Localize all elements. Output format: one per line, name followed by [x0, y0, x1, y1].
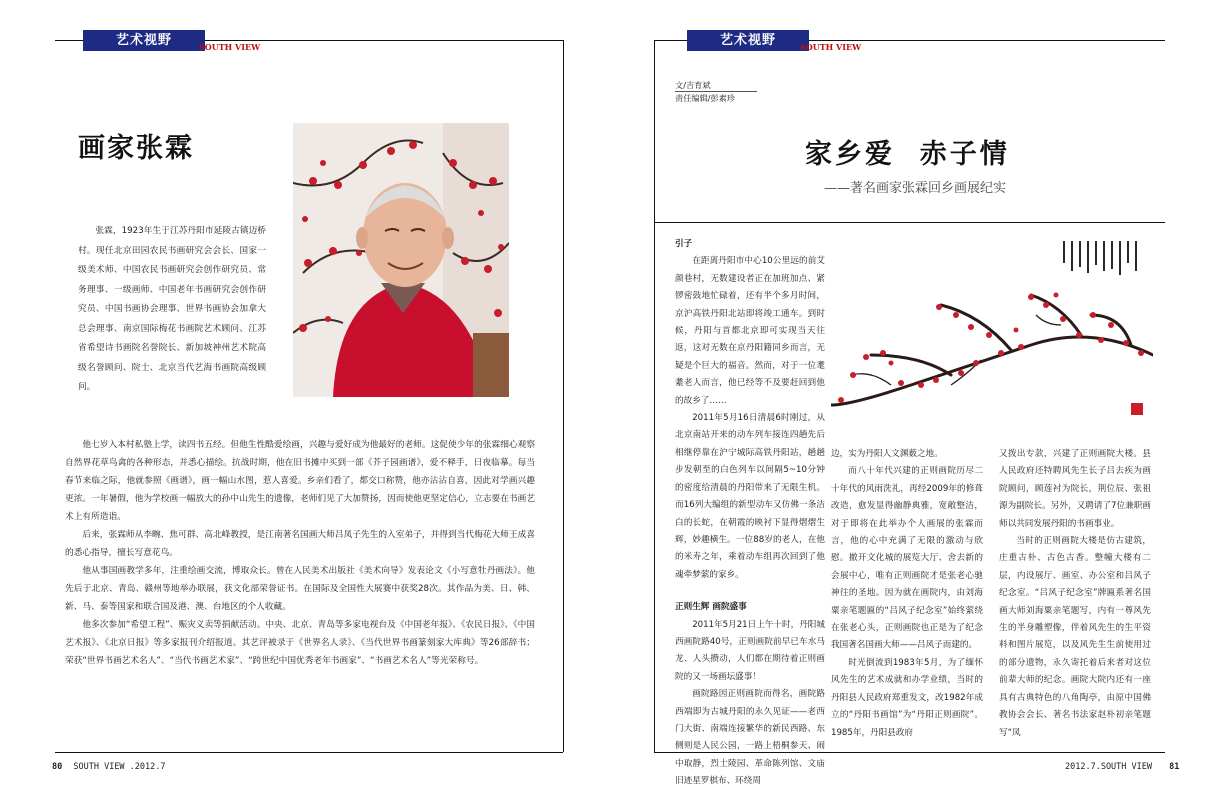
paragraph: 时光倒流到1983年5月，为了缅怀风先生的艺术成就和办学业绩，当时的丹阳县人民政府郑重发文，改1982年成立的“丹阳书画馆”为“丹阳正则画院”。1985年，丹阳县政府: [831, 657, 983, 738]
plum-blossom-painting: [831, 235, 1153, 425]
page-number: 81: [1169, 762, 1180, 772]
byline-author: 文/吉育斌: [675, 80, 711, 90]
title-rule: [654, 222, 1165, 223]
paragraph: 在距离丹阳市中心10公里远的前艾颜巷村，无数建设者正在加班加点、紧锣密鼓地忙碌着，还有半个多月时间，京沪高铁丹阳北站即将竣工通车。到时候，丹阳与首都北京即可实现当天往返，这对无数在京丹阳籍同乡而言，无疑是个巨大的福音。然而，对于一位耄耋老人而言，他已经等不及要赶回到他的故乡了……: [675, 256, 825, 406]
right-page: [610, 0, 1219, 788]
section-heading: 正则生辉 画院盛事: [675, 602, 747, 613]
paragraph: 后来，张霖师从李畹、焦可群、高北峰教授，是江南著名国画大师吕凤子先生的入室弟子，并得到当代梅花大师王成喜的悉心指导，擅长写意花鸟。: [65, 530, 535, 558]
paragraph: 当时的正则画院大楼是仿古建筑，庄重古朴、古色古香。整幢大楼有二层，内设展厅、画室、办公室和吕风子纪念室。“吕风子纪念室”牌匾系著名国画大师刘海粟亲笔题写，内有一尊风先生的半身雕塑像，伴着风先生的生平资料和图片展览，以及风先生生前使用过的部分遗物，永久寄托着后来者对这位前辈大师的纪念。画院大院内还有一座具有古典特色的八角陶亭，由原中国佛教协会会长、著名书法家赵朴初亲笔题写“凤: [999, 536, 1151, 738]
footer-right: [1065, 762, 1179, 772]
page-border-right: [563, 40, 564, 752]
magazine-issue: SOUTH VIEW .2012.7: [73, 762, 166, 772]
section-heading: 引子: [675, 239, 693, 249]
byline-editor: 责任编辑/彭素珍: [675, 91, 757, 104]
byline: [675, 79, 757, 104]
paragraph: 又拨出专款，兴建了正则画院大楼。县人民政府还特聘风先生长子吕去疾为画院顾问，顾莲衬为院长，荆位辰、张祖源为副院长。另外，又聘请了7位兼职画师以共同发展丹阳的书画事业。: [999, 449, 1151, 529]
article-subtitle: ——著名画家张霖回乡画展纪实: [824, 181, 1007, 196]
page-number: 80: [52, 762, 63, 772]
left-page: [0, 0, 609, 788]
section-subtitle: SOUTH VIEW: [800, 42, 862, 52]
paragraph: 边，实为丹阳人文渊薮之地。: [831, 449, 943, 459]
footer-left: [52, 762, 166, 772]
section-tab: 艺术视野: [83, 30, 205, 51]
portrait-photo: [293, 123, 509, 397]
column-1: [675, 236, 825, 791]
paragraph: 2011年5月16日清晨6时刚过，从北京南站开来的动车列车接连四趟先后相继停靠在沪宁城际高铁丹阳站，趟趟步发朝至的白色列车以间隔5~10分钟的密度给清晨的丹阳带来了无限生机。而16列大编组的新型动车又仿佛一条洁白的长蛇，在朝霞的映衬下显得熠熠生辉，妙趣横生。一位88岁的老人，在他的米寿之年，乘着动车组再次回到了他魂牵梦萦的家乡。: [675, 413, 825, 580]
bio-text: [78, 222, 266, 398]
paragraph: 而八十年代兴建的正则画院历尽二十年代的风雨洗礼，再经2009年的修葺改造，愈发显得幽静典雅，宽敞整洁，对于即将在此举办个人画展的张霖而言，他的心中充满了无限的激动与欣慰。撤开文化城的展览大厅、舍去新的会展中心，唯有正则画院才是张老心驰神往的圣地。因为就在画院内，由刘海粟亲笔题匾的“吕风子纪念室”始终萦绕在张老心头，正则画院也正是为了纪念我国著名国画大师——吕风子而建的。: [831, 466, 983, 651]
page-border-left: [654, 40, 655, 752]
paragraph: 2011年5月21日上午十时，丹阳城西画院路40号，正则画院前早已车水马龙、人头攒动，人们都在期待着正则画院的又一场画坛盛事！: [675, 619, 825, 682]
magazine-issue: 2012.7.SOUTH VIEW: [1065, 762, 1152, 772]
footer-rule: [55, 752, 563, 753]
column-2: [831, 446, 983, 742]
paragraph: 他从事国画教学多年，注重绘画交流，博取众长。曾在人民美术出版社《美术向导》发表论文《小写意牡丹画法》。他先后于北京、青岛、赣州等地举办联展，获文化部荣誉证书。在国际及全国性大展赛中获奖28次。其作品为美、日、韩、新、马、泰等国家和联合国及港、澳、台地区的个人收藏。: [65, 566, 535, 612]
article-title: 家乡爱 赤子情: [805, 139, 1010, 170]
paragraph: 画院路因正则画院而得名，画院路西端即为古城丹阳的永久见证——老西门大街、南端连接繁华的新民西路、东侧则是人民公园，一路上梧桐参天、闹中取静，烈士陵园、革命陈列馆、文庙旧迹星罗棋布、环绕周: [675, 689, 825, 787]
bio-paragraph: 张霖，1923年生于江苏丹阳市延陵古镇迈桥村。现任北京田园农民书画研究会会长、国家一级美术师、中国农民书画研究会创作研究员、常务理事、一级画师、中国老年书画研究会创作研究员、中国书画协会理事、世界书画协会加拿大总会理事、南京国际梅花书画院艺术顾问、江苏省希望诗书画院名誉院长、新加坡神州艺术院高级名誉顾问、院士、北京当代艺海书画院高级顾问。: [78, 226, 266, 392]
section-subtitle: SOUTH VIEW: [199, 42, 261, 52]
section-tab: 艺术视野: [687, 30, 809, 51]
paragraph: 他七岁入本村私塾上学，读四书五经。但他生性酷爱绘画，兴趣与爱好成为他最好的老师。这促使少年的张霖细心观察自然界花草鸟禽的各种形态，并悉心描绘。抗战时期，他在旧书摊中买到一部《芥子园画谱》，爱不释手，日夜临摹。每当春节来临之际，他就参照《画谱》，画一幅山水图，惹人喜爱。乡亲们看了，都交口称赞，他亦沾沾自喜，因此对学画兴趣更浓。一年暑假，他为学校画一幅放大的孙中山先生的遗像，老师们见了大加赞扬，因而使他更坚定信心，立志要在书画艺术上有所造诣。: [65, 440, 535, 522]
column-3: [999, 446, 1151, 742]
paragraph: 他多次参加“希望工程”、赈灾义卖等捐献活动。中央、北京、青岛等多家电视台及《中国老年报》、《农民日报》、《中国艺术报》、《北京日报》等多家报刊介绍报道。其艺评被录于《世界名人录》、《当代世界书画篆刻家大库典》等26部辞书；荣获“世界书画艺术名人”、“当代书画艺术家”、“跨世纪中国优秀老年书画家”、“书画艺术名人”等光荣称号。: [65, 620, 535, 666]
footer-rule: [654, 752, 1165, 753]
main-text: [65, 436, 535, 670]
article-title: 画家张霖: [78, 133, 194, 164]
